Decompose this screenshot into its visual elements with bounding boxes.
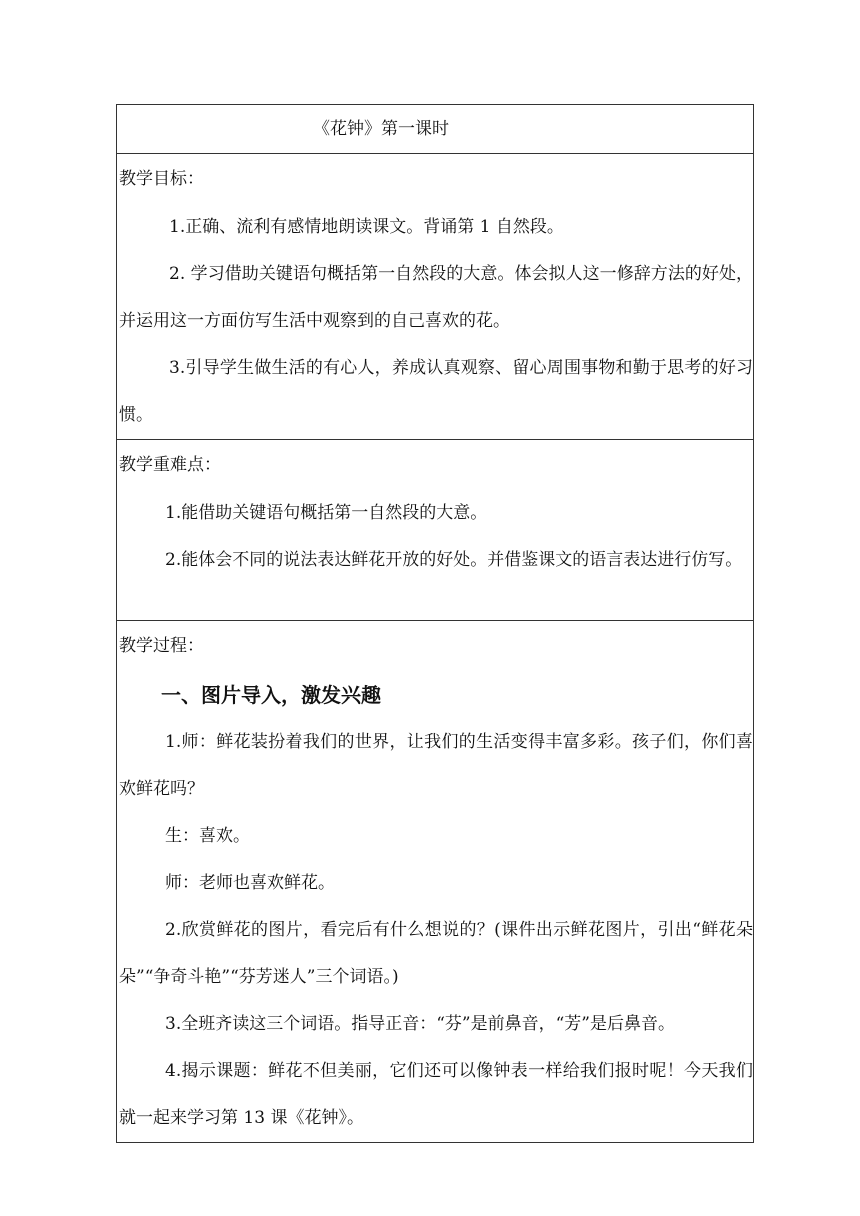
goal-item: 3.引导学生做生活的有心人，养成认真观察、留心周围事物和勤于思考的好习惯。 bbox=[119, 358, 753, 425]
lesson-plan-table bbox=[116, 104, 754, 1143]
goal-item: 2. 学习借助关键语句概括第一自然段的大意。体会拟人这一修辞方法的好处，并运用这一方面仿写生活中观察到的自己喜欢的花。 bbox=[119, 264, 753, 331]
key-point-item: 2.能体会不同的说法表达鲜花开放的好处。并借鉴课文的语言表达进行仿写。 bbox=[165, 550, 743, 570]
process-paragraph: 师：老师也喜欢鲜花。 bbox=[165, 873, 335, 893]
title-cell bbox=[117, 105, 754, 154]
key-point-item: 1.能借助关键语句概括第一自然段的大意。 bbox=[165, 503, 488, 523]
process-paragraph: 生：喜欢。 bbox=[165, 826, 250, 846]
lesson-title: 《花钟》第一课时 bbox=[313, 119, 449, 139]
process-paragraph: 2.欣赏鲜花的图片，看完后有什么想说的？(课件出示鲜花图片，引出“鲜花朵朵”“争奇斗艳”“芬芳迷人”三个词语。) bbox=[119, 920, 753, 987]
teaching-goals-label: 教学目标： bbox=[119, 169, 204, 189]
teaching-process-label: 教学过程： bbox=[119, 636, 204, 656]
key-points-cell bbox=[117, 440, 754, 621]
process-paragraph: 4.揭示课题：鲜花不但美丽，它们还可以像钟表一样给我们报时呢！今天我们就一起来学习第 13 课《花钟》。 bbox=[119, 1061, 753, 1128]
teaching-goals-cell bbox=[117, 154, 754, 440]
process-paragraph: 1.师：鲜花装扮着我们的世界，让我们的生活变得丰富多彩。孩子们，你们喜欢鲜花吗？ bbox=[119, 732, 753, 799]
goal-item: 1.正确、流利有感情地朗读课文。背诵第 1 自然段。 bbox=[169, 217, 564, 237]
section-heading: 一、图片导入，激发兴趣 bbox=[161, 683, 381, 707]
teaching-process-cell bbox=[117, 621, 754, 1143]
key-points-label: 教学重难点： bbox=[119, 455, 221, 475]
process-paragraph: 3.全班齐读这三个词语。指导正音：“芬”是前鼻音，“芳”是后鼻音。 bbox=[165, 1014, 675, 1034]
